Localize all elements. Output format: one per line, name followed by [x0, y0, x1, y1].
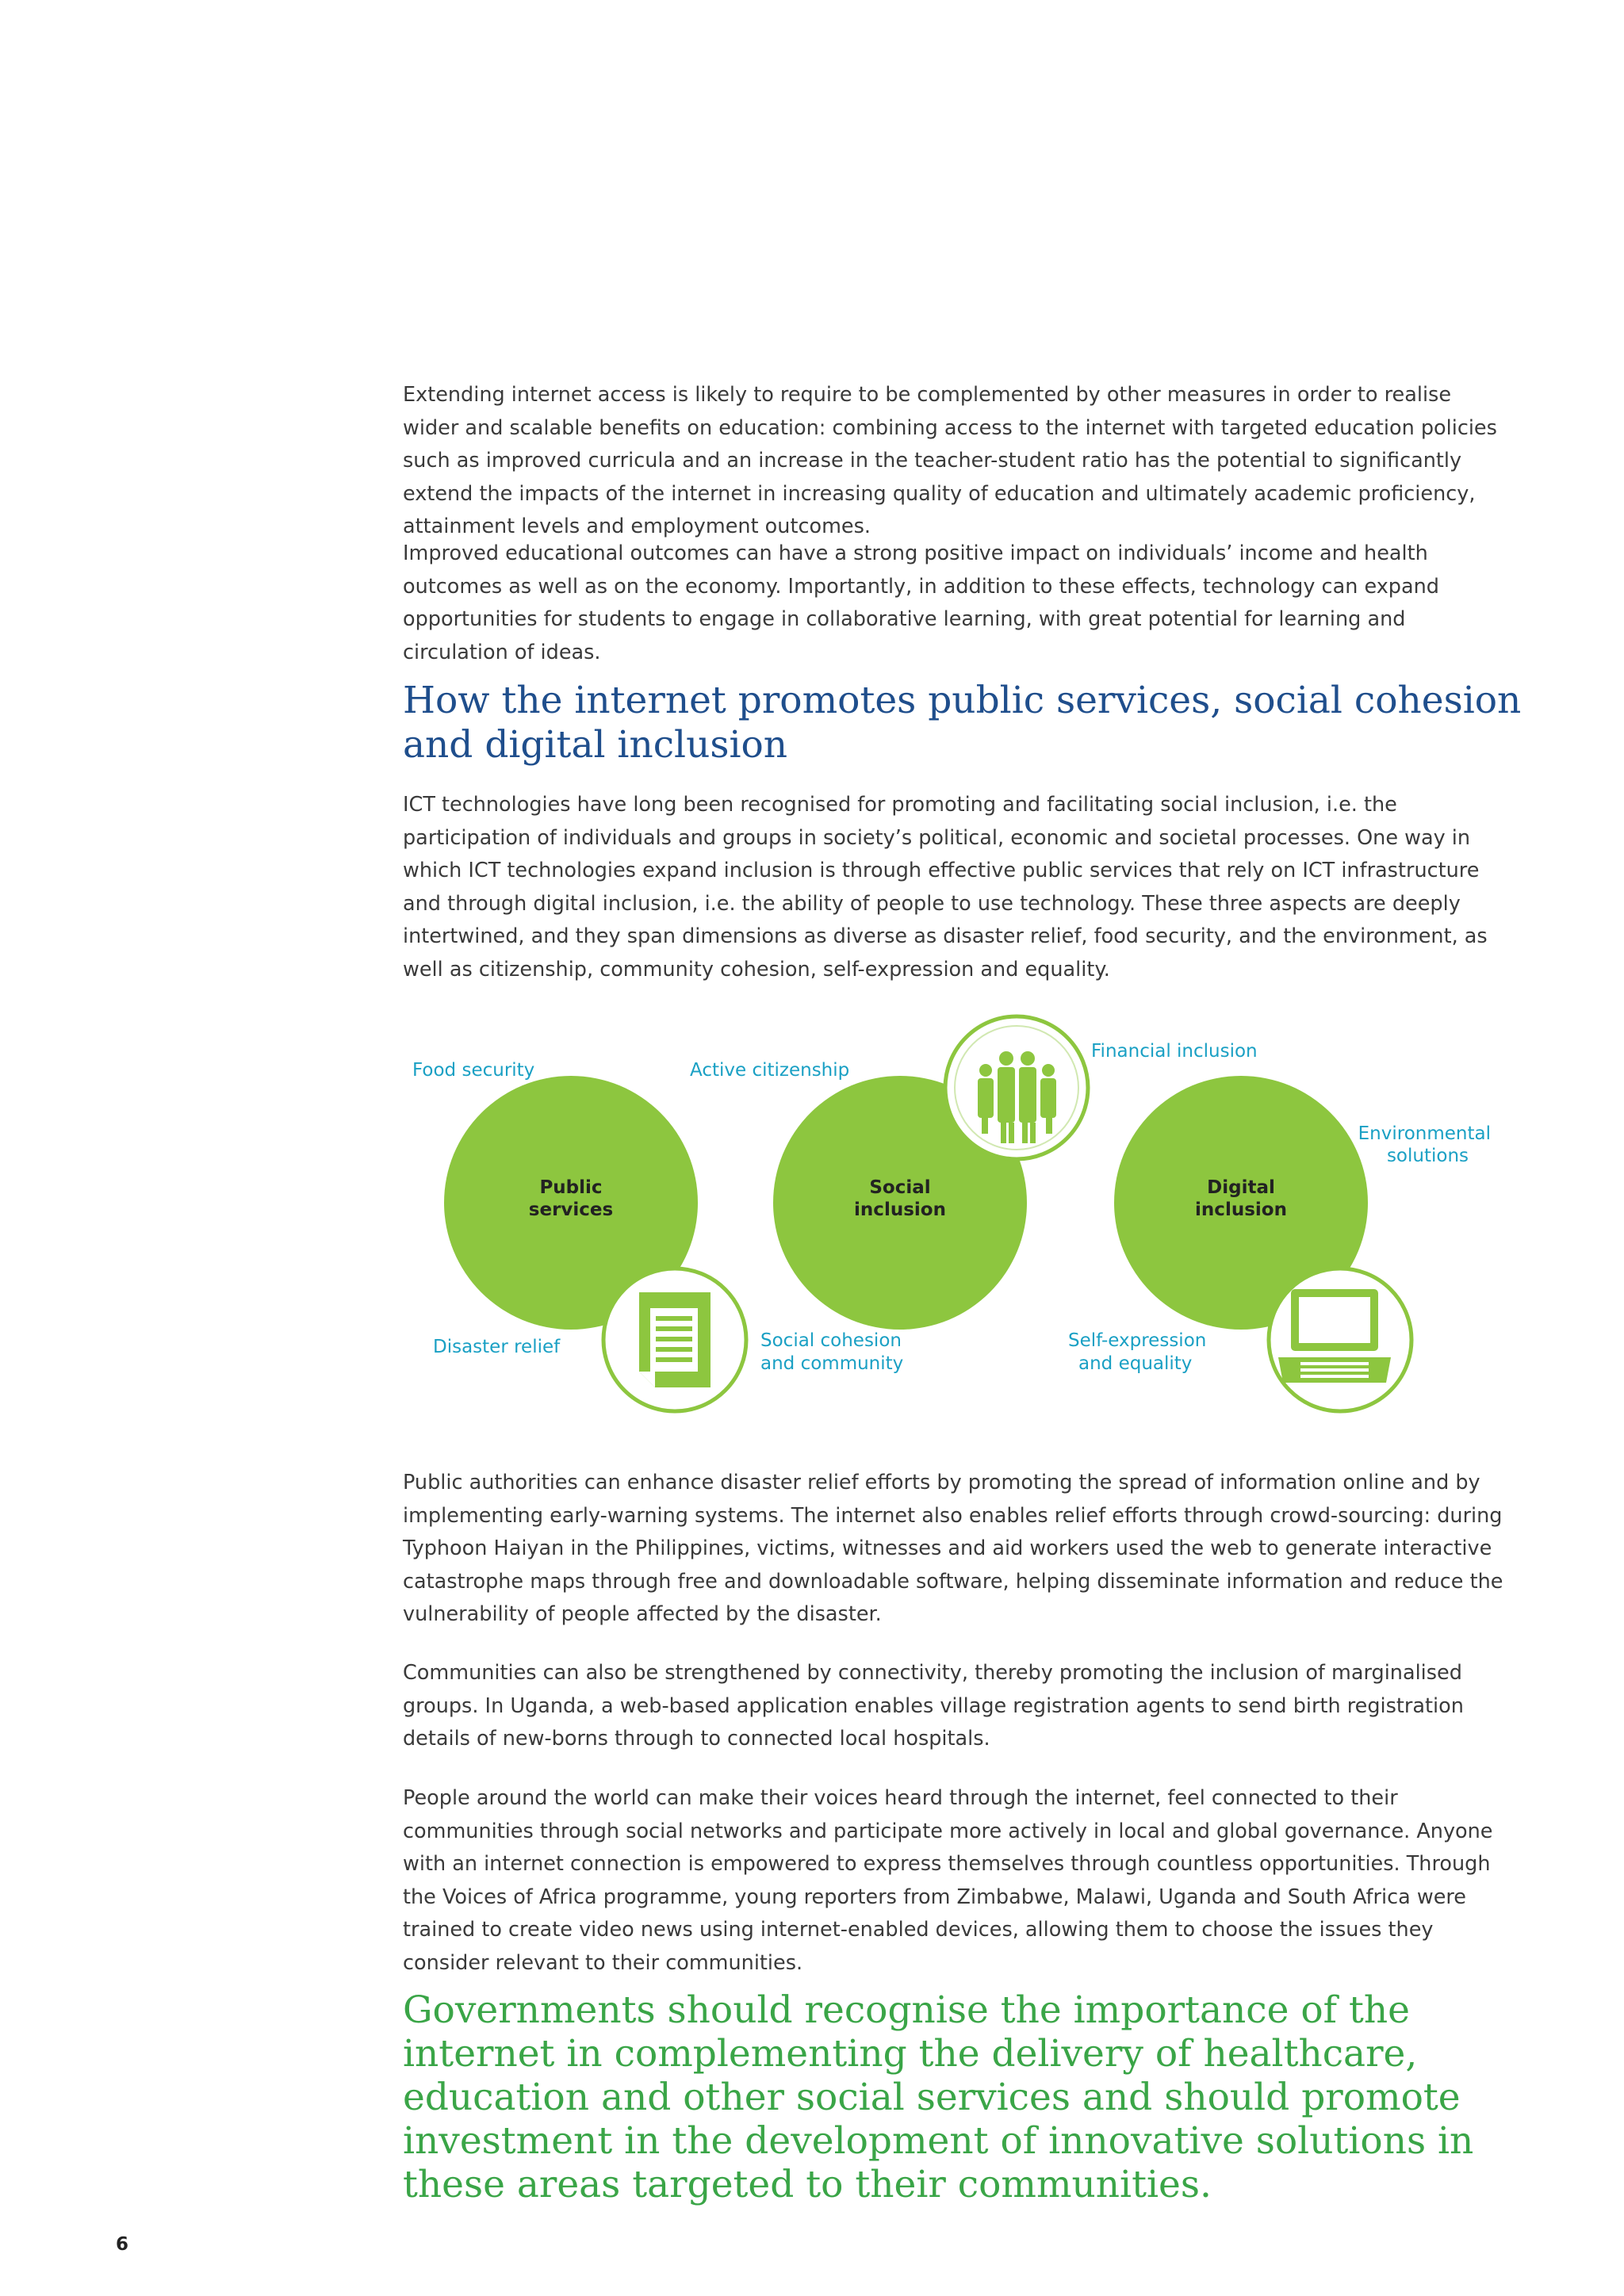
callout-quote: Governments should recognise the importance of the internet in complementing the delivery of healthcare, education and other social services and should promote investment in the development of innovative solutions in these areas targeted to their communities.: [403, 1988, 1474, 2206]
intro-paragraph: ICT technologies have long been recognised for promoting and facilitating social inclusion, i.e. the participation of individuals and groups in society’s political, economic and societal processes. One way in which ICT technologies expand inclusion is through effective public services that rely on ICT infrastructure and through digital inclusion, i.e. the ability of people to use technology. These three aspects are deeply intertwined, and they span dimensions as diverse as disaster relief, food security, and the environment, as well as citizenship, community cohesion, self-expression and equality.: [403, 793, 1488, 982]
label-social-cohesion: and community: [760, 1353, 904, 1374]
page-number: 6: [116, 2234, 129, 2255]
body-paragraph: Improved educational outcomes can have a strong positive impact on individuals’ income and health outcomes as well as on the economy. Importantly, in addition to these effects, technology can expand opportunities for students to engage in collaborative learning, with great potential for learning and circulation of ideas.: [403, 541, 1439, 664]
section-heading: How the internet promotes public services, social cohesion and digital inclusion: [403, 679, 1522, 767]
label-active-citizenship: Active citizenship: [690, 1060, 850, 1081]
label-self-expression: Self-expression: [1068, 1330, 1207, 1351]
circle-label: inclusion: [1195, 1200, 1287, 1220]
circle-label: Social: [869, 1177, 931, 1198]
body-paragraph: Extending internet access is likely to require to be complemented by other measures in order to realise wider and scalable benefits on education: combining access to the internet with targeted education policies such as improved curricula and an increase in the teacher-student ratio has the potential to significantly extend the impacts of the internet in increasing quality of education and ultimately academic proficiency, attainment levels and employment outcomes.: [403, 383, 1497, 538]
body-paragraph: Communities can also be strengthened by connectivity, thereby promoting the inclusion of marginalised groups. In Uganda, a web-based application enables village registration agents to send birth registration details of new-borns through to connected local hospitals.: [403, 1661, 1464, 1751]
label-financial-inclusion: Financial inclusion: [1091, 1041, 1258, 1062]
label-environmental: Environmental: [1358, 1123, 1491, 1144]
label-disaster-relief: Disaster relief: [433, 1337, 561, 1357]
body-paragraph: Public authorities can enhance disaster relief efforts by promoting the spread of information online and by implementing early-warning systems. The internet also enables relief efforts through crowd-sourcing: during Typhoon Haiyan in the Philippines, victims, witnesses and aid workers used the web to generate interactive catastrophe maps through free and downloadable software, helping disseminate information and reduce the vulnerability of people affected by the disaster.: [403, 1471, 1503, 1626]
document-icon: [603, 1269, 746, 1411]
circle-label: Public: [539, 1177, 603, 1198]
label-environmental: solutions: [1386, 1146, 1469, 1166]
label-food-security: Food security: [412, 1060, 535, 1081]
label-self-expression: and equality: [1078, 1353, 1193, 1374]
label-social-cohesion: Social cohesion: [760, 1330, 902, 1351]
circle-label: Digital: [1207, 1177, 1275, 1198]
laptop-icon: [1269, 1269, 1411, 1411]
circle-label: inclusion: [854, 1200, 946, 1220]
body-paragraph: People around the world can make their voices heard through the internet, feel connected to their communities through social networks and participate more actively in local and global governance. Anyone with an internet connection is empowered to express themselves through countless opportunities. Through the Voices of Africa programme, young reporters from Zimbabwe, Malawi, Uganda and South Africa were trained to create video news using internet-enabled devices, allowing them to choose the issues they consider relevant to their communities.: [403, 1786, 1493, 1975]
people-group-icon: [945, 1016, 1088, 1159]
circle-label: services: [528, 1200, 614, 1220]
